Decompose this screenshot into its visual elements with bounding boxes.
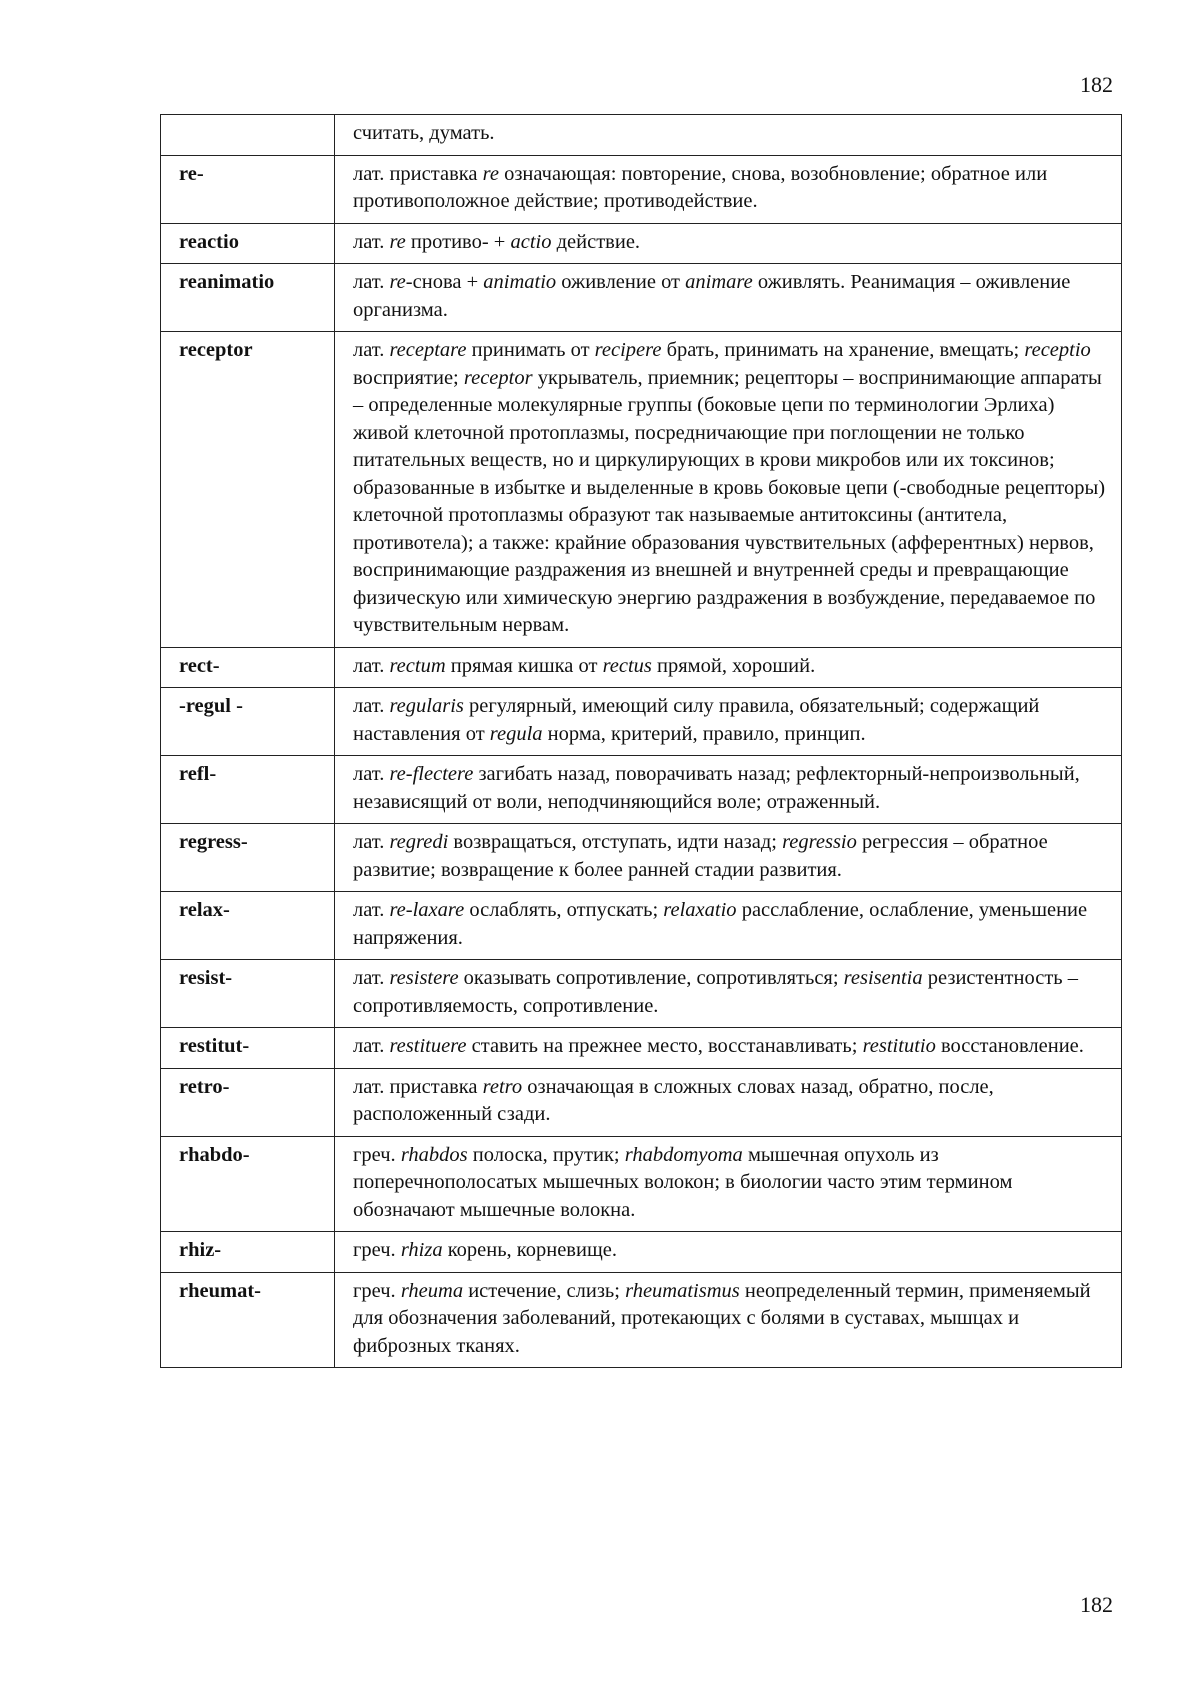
glossary-row (161, 824, 1122, 892)
glossary-body (161, 115, 1122, 1368)
definition-cell: считать, думать. (335, 115, 1122, 156)
term-cell: refl- (161, 756, 335, 824)
glossary-row (161, 223, 1122, 264)
definition-cell: греч. rhiza корень, корневище. (335, 1232, 1122, 1273)
glossary-row (161, 1028, 1122, 1069)
term-cell: restitut- (161, 1028, 335, 1069)
glossary-row (161, 960, 1122, 1028)
term-cell: regress- (161, 824, 335, 892)
definition-cell: лат. resistere оказывать сопротивление, сопротивляться; resisentia резистентность – сопротивляемость, сопротивление. (335, 960, 1122, 1028)
term-cell: retro- (161, 1068, 335, 1136)
glossary-row (161, 1136, 1122, 1232)
term-cell: -regul - (161, 688, 335, 756)
term-cell: resist- (161, 960, 335, 1028)
term-cell: relax- (161, 892, 335, 960)
glossary-row (161, 332, 1122, 648)
term-cell: rheumat- (161, 1272, 335, 1368)
glossary-row (161, 115, 1122, 156)
definition-cell: лат. restituere ставить на прежнее место, восстанавливать; restitutio восстановление. (335, 1028, 1122, 1069)
glossary-row (161, 264, 1122, 332)
definition-cell: лат. re-laxare ослаблять, отпускать; relaxatio расслабление, ослабление, уменьшение напряжения. (335, 892, 1122, 960)
definition-cell: лат. приставка retro означающая в сложных словах назад, обратно, после, расположенный сзади. (335, 1068, 1122, 1136)
term-cell: reanimatio (161, 264, 335, 332)
term-cell: receptor (161, 332, 335, 648)
definition-cell: лат. rectum прямая кишка от rectus прямой, хороший. (335, 647, 1122, 688)
definition-cell: лат. receptare принимать от recipere брать, принимать на хранение, вмещать; receptio восприятие; receptor укрыватель, приемник; рецепторы – воспринимающие аппараты – определенные молекулярные группы (боковые цепи по терминологии Эрлиха) живой клеточной протоплазмы, посредничающие при поглощении не только питательных веществ, но и циркулирующих в крови микробов или их токсинов; образованные в избытке и выделенные в кровь боковые цепи (-свободные рецепторы) клеточной протоплазмы образуют так называемые антитоксины (антитела, противотела); а также: крайние образования чувствительных (афферентных) нервов, воспринимающие раздражения из внешней и внутренней среды и превращающие физическую или химическую энергию раздражения в возбуждение, передаваемое по чувствительным нервам. (335, 332, 1122, 648)
glossary-row (161, 647, 1122, 688)
definition-cell: лат. regularis регулярный, имеющий силу правила, обязательный; содержащий наставления от regula норма, критерий, правило, принцип. (335, 688, 1122, 756)
definition-cell: лат. re-flectere загибать назад, поворачивать назад; рефлекторный-непроизвольный, независящий от воли, неподчиняющийся воле; отраженный. (335, 756, 1122, 824)
term-cell: rhiz- (161, 1232, 335, 1273)
glossary-row (161, 892, 1122, 960)
definition-cell: лат. re противо- + actio действие. (335, 223, 1122, 264)
glossary-row (161, 1272, 1122, 1368)
glossary-row (161, 756, 1122, 824)
definition-cell: лат. приставка re означающая: повторение, снова, возобновление; обратное или противоположное действие; противодействие. (335, 155, 1122, 223)
glossary-row (161, 1232, 1122, 1273)
page-number-bottom: 182 (1080, 1592, 1113, 1617)
term-cell (161, 115, 335, 156)
term-cell: re- (161, 155, 335, 223)
term-cell: reactio (161, 223, 335, 264)
definition-cell: лат. re-снова + animatio оживление от animare оживлять. Реанимация – оживление организма. (335, 264, 1122, 332)
term-cell: rect- (161, 647, 335, 688)
definition-cell: лат. regredi возвращаться, отступать, идти назад; regressio регрессия – обратное развитие; возвращение к более ранней стадии развития. (335, 824, 1122, 892)
glossary-table (160, 114, 1122, 1368)
definition-cell: греч. rheuma истечение, слизь; rheumatismus неопределенный термин, применяемый для обозначения заболеваний, протекающих с болями в суставах, мышцах и фиброзных тканях. (335, 1272, 1122, 1368)
glossary-row (161, 1068, 1122, 1136)
glossary-row (161, 688, 1122, 756)
term-cell: rhabdo- (161, 1136, 335, 1232)
page-number-top: 182 (1080, 72, 1113, 97)
definition-cell: греч. rhabdos полоска, прутик; rhabdomyoma мышечная опухоль из поперечнополосатых мышечных волокон; в биологии часто этим термином обозначают мышечные волокна. (335, 1136, 1122, 1232)
glossary-row (161, 155, 1122, 223)
